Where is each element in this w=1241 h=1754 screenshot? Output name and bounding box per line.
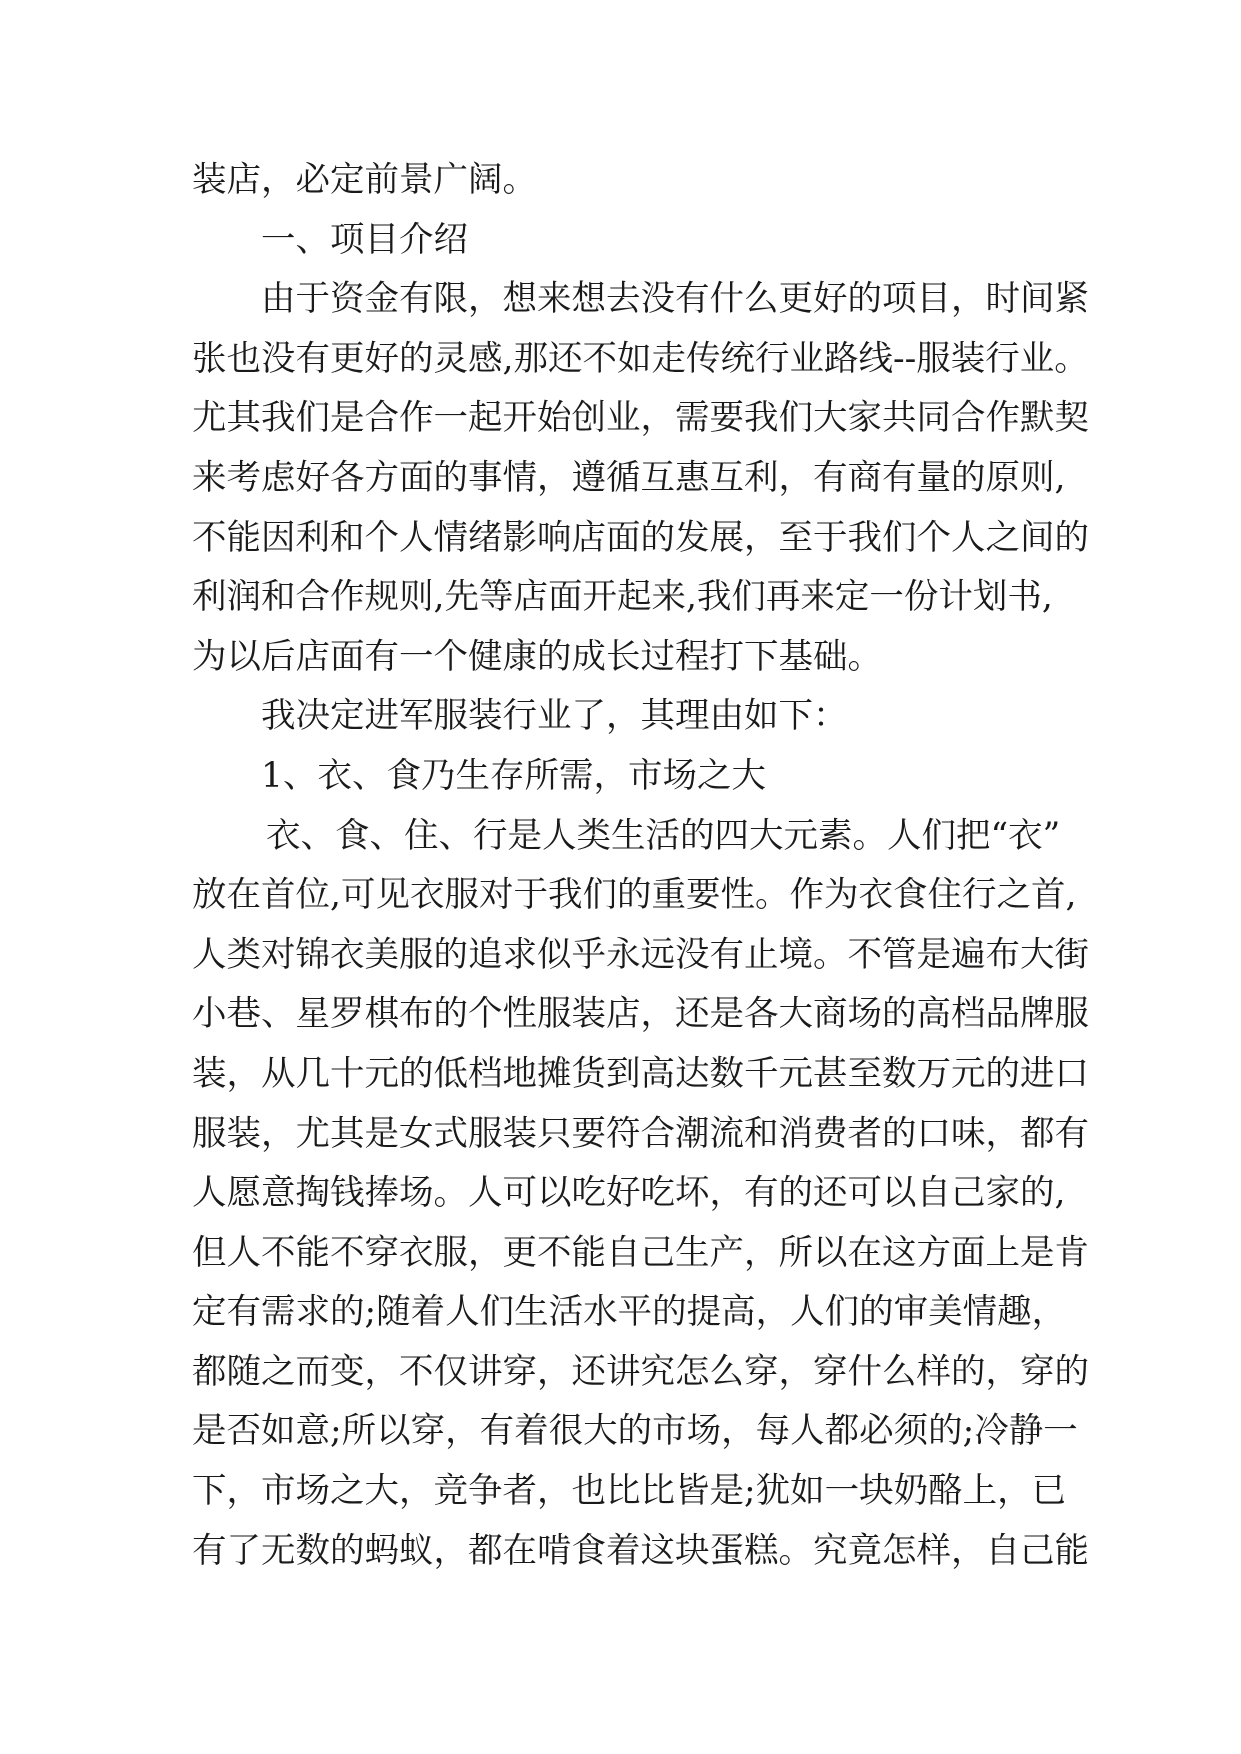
paragraph-line: 衣、食、住、行是人类生活的四大元素。人们把“衣” [266,815,1061,856]
subsection-heading: 1、衣、食乃生存所需，市场之大 [261,755,766,796]
paragraph-line: 人类对锦衣美服的追求似乎永远没有止境。不管是遍布大街 [192,934,1089,975]
paragraph-line: 服装，尤其是女式服装只要符合潮流和消费者的口味，都有 [192,1113,1089,1154]
paragraph-line: 小巷、星罗棋布的个性服装店，还是各大商场的高档品牌服 [192,994,1089,1035]
paragraph-line: 不能因利和个人情绪影响店面的发展，至于我们个人之间的 [192,517,1089,558]
paragraph-line: 下，市场之大，竞争者，也比比皆是;犹如一块奶酪上，已 [192,1471,1067,1512]
paragraph-line: 来考虑好各方面的事情，遵循互惠互利，有商有量的原则, [192,457,1066,498]
paragraph-line: 利润和合作规则,先等店面开起来,我们再来定一份计划书, [192,577,1053,618]
paragraph-line: 尤其我们是合作一起开始创业，需要我们大家共同合作默契 [192,398,1089,439]
paragraph-line: 为以后店面有一个健康的成长过程打下基础。 [192,636,882,677]
paragraph-line: 由于资金有限，想来想去没有什么更好的项目，时间紧 [261,279,1089,320]
paragraph-line: 人愿意掏钱捧场。人可以吃好吃坏，有的还可以自己家的, [192,1173,1066,1214]
paragraph-line: 是否如意;所以穿，有着很大的市场，每人都必须的;冷静一 [192,1411,1078,1452]
paragraph-line: 装，从几十元的低档地摊货到高达数千元甚至数万元的进口 [192,1053,1089,1094]
paragraph-line: 有了无数的蚂蚁，都在啃食着这块蛋糕。究竟怎样，自己能 [192,1530,1089,1571]
paragraph-line: 但人不能不穿衣服，更不能自己生产，所以在这方面上是肯 [192,1232,1089,1273]
paragraph-line: 定有需求的;随着人们生活水平的提高，人们的审美情趣， [192,1292,1067,1333]
text-line: 装店，必定前景广阔。 [192,160,537,200]
paragraph-line: 放在首位,可见衣服对于我们的重要性。作为衣食住行之首, [192,875,1077,916]
paragraph-line: 我决定进军服装行业了，其理由如下： [261,696,848,737]
body-text [192,151,1089,1581]
section-heading: 一、项目介绍 [261,219,468,260]
paragraph-line: 张也没有更好的灵感,那还不如走传统行业路线--服装行业。 [192,338,1089,379]
paragraph-line: 都随之而变，不仅讲穿，还讲究怎么穿，穿什么样的，穿的 [192,1351,1089,1392]
